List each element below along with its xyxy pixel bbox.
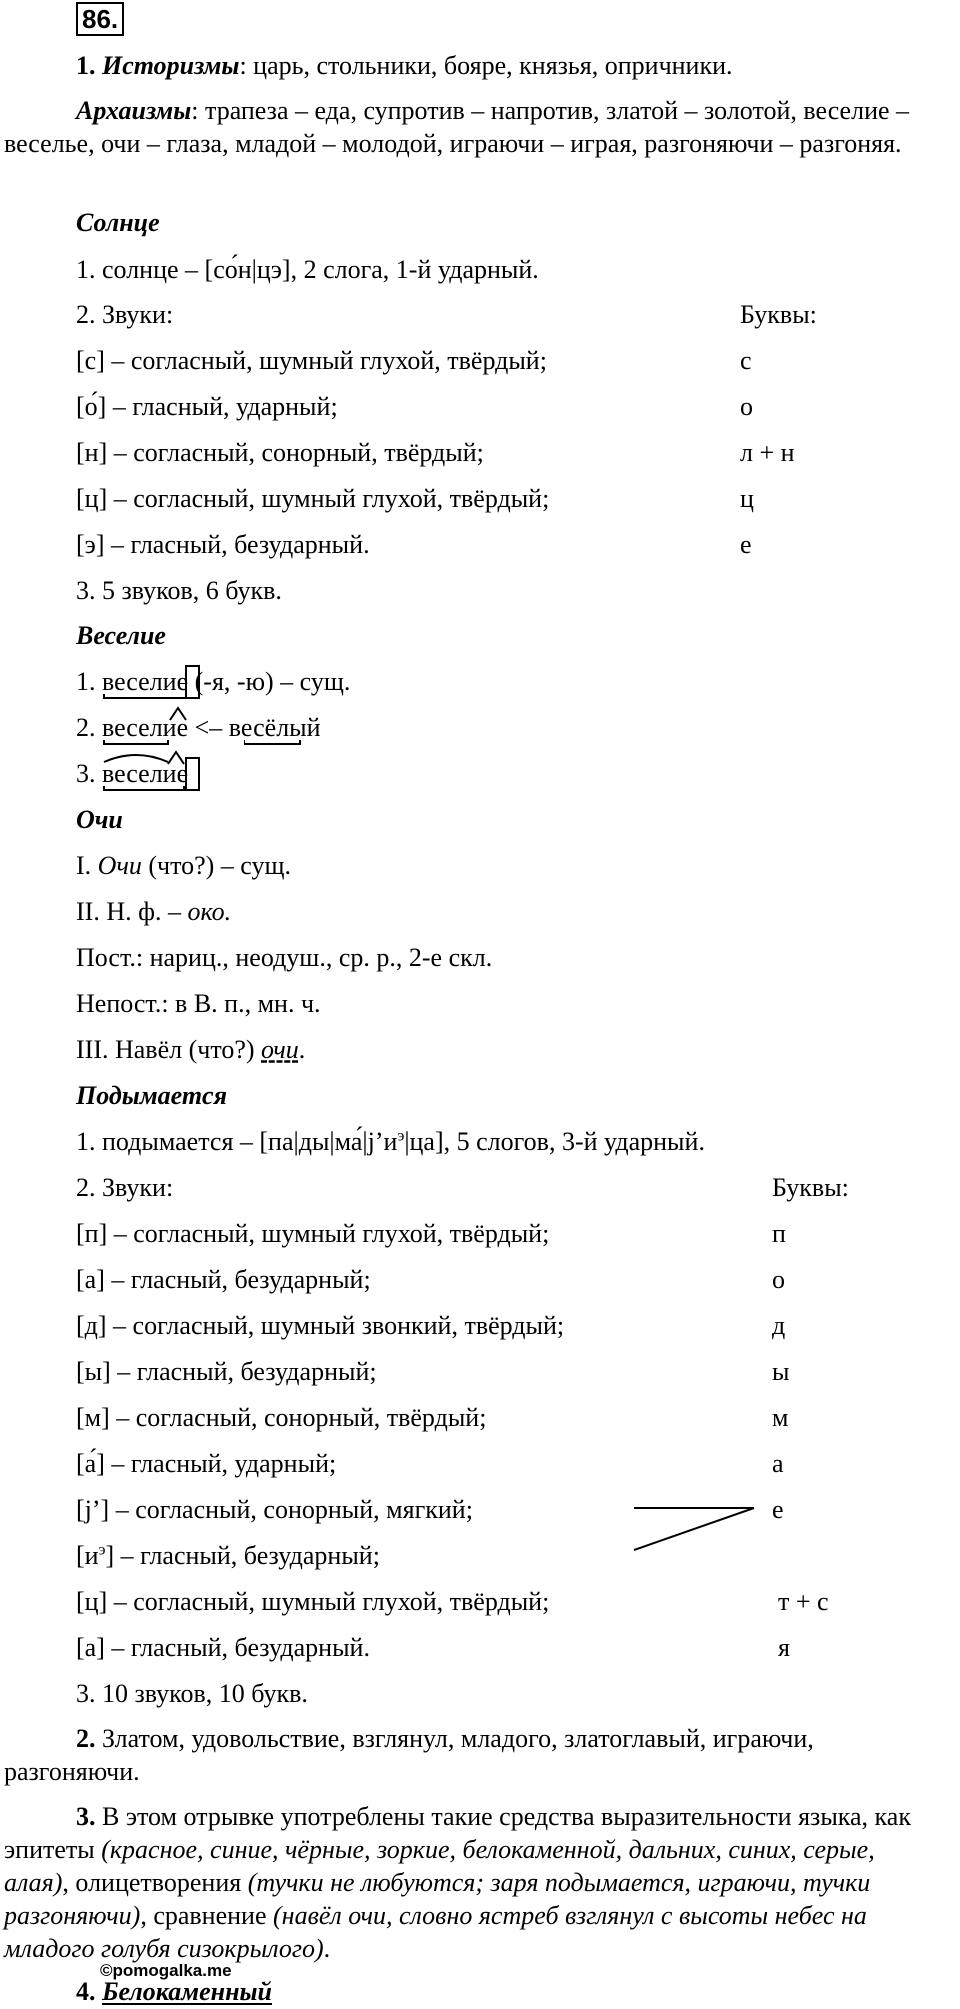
section-4-heading: 4. Белокаменный [76, 1977, 273, 2006]
podymaetsya-letter-cell: м [772, 1403, 789, 1432]
sound-letter-connector [632, 1500, 762, 1560]
ochi-title: Очи [76, 805, 123, 834]
morpheme-ending-mark [102, 664, 212, 700]
podymaetsya-letter-cell: ы [772, 1357, 790, 1386]
veselie-line3: 3. веселие [76, 756, 188, 791]
morpheme-suffix-mark [102, 700, 212, 746]
solntse-letter-cell: л + н [740, 438, 795, 467]
root-underline-mark [244, 710, 334, 746]
solntse-letter-cell: ц [740, 484, 754, 513]
podymaetsya-line1: 1. подымается – $[па|ды|ма́|j’и^э|ца]$, 5 слогов, 3-й ударный. [76, 1127, 705, 1156]
solntse-summary: 3. 5 звуков, 6 букв. [76, 576, 282, 605]
solntse-sounds-label: 2. Звуки: [76, 300, 174, 329]
solntse-letter-cell: е [740, 530, 752, 559]
podymaetsya-letter-cell: а [772, 1449, 784, 1478]
podymaetsya-sound-row: $[и^э]$ – гласный, безударный; [76, 1541, 380, 1570]
podymaetsya-letter-cell: т + с [778, 1587, 829, 1616]
morpheme-full-mark [102, 744, 212, 792]
podymaetsya-summary: 3. 10 звуков, 10 букв. [76, 1679, 308, 1708]
veselie-word-ending: веселие [102, 664, 188, 699]
podymaetsya-sound-row: [ы] – гласный, безударный; [76, 1357, 377, 1386]
solntse-title: Солнце [76, 208, 160, 237]
podymaetsya-sound-row: [п] – согласный, шумный глухой, твёрдый; [76, 1219, 550, 1248]
solntse-sound-row: [н] – согласный, сонорный, твёрдый; [76, 438, 484, 467]
podymaetsya-letter-cell: д [772, 1311, 786, 1340]
podymaetsya-letters-label: Буквы: [772, 1173, 849, 1202]
ochi-line2: II. Н. ф. – око. [76, 897, 232, 926]
veselie-line2: 2. веселие <– весёлый [76, 710, 321, 745]
historisms-line: 1. Историзмы: царь, стольники, бояре, князья, опричники. [76, 51, 733, 80]
solntse-letter-cell: с [740, 346, 752, 375]
ochi-line1: I. Очи (что?) – сущ. [76, 851, 292, 880]
podymaetsya-sounds-label: 2. Звуки: [76, 1173, 174, 1202]
ochi-line4: Непост.: в В. п., мн. ч. [76, 989, 321, 1018]
podymaetsya-letter-cell: е [772, 1495, 784, 1524]
section-3-paragraph: 3. В этом отрывке употреблены такие средства выразительности языка, как эпитеты (красное, синие, чёрные, зоркие, белокаменной, дальних, синих, серые, алая), олицетворения (тучки не любуются; заря подымается, играючи, тучки разгоняючи), сравнение (навёл очи, словно ястреб взглянул с высоты небес на младого голубя сизокрылого). [4, 1802, 911, 1963]
archaisms-paragraph: Архаизмы: трапеза – еда, супротив – напротив, златой – золотой, веселие – веселье, очи – глаза, младой – молодой, играючи – играя, разгоняючи – разгоняя. [4, 96, 910, 158]
solntse-letter-cell: о [740, 392, 753, 421]
ochi-line5: III. Навёл (что?) очи. [76, 1035, 306, 1064]
solntse-letters-label: Буквы: [740, 300, 817, 329]
solntse-sound-row: [с] – согласный, шумный глухой, твёрдый; [76, 346, 547, 375]
solntse-line1: 1. солнце – [со́н|цэ], 2 слога, 1-й ударный. [76, 255, 539, 284]
veselie-title: Веселие [76, 621, 166, 650]
podymaetsya-letter-cell: я [778, 1633, 790, 1662]
veselie-word-full: веселие [102, 756, 188, 791]
podymaetsya-sound-row: [ц] – согласный, шумный глухой, твёрдый; [76, 1587, 550, 1616]
solntse-sound-row: [э] – гласный, безударный. [76, 530, 370, 559]
podymaetsya-sound-row: [д] – согласный, шумный звонкий, твёрдый; [76, 1311, 565, 1340]
section-2-paragraph: 2. Златом, удовольствие, взглянул, младого, златоглавый, играючи, разгоняючи. [4, 1724, 814, 1786]
podymaetsya-title: Подымается [76, 1081, 227, 1110]
solntse-sound-row: [ц] – согласный, шумный глухой, твёрдый; [76, 484, 550, 513]
podymaetsya-sound-row: [а́] – гласный, ударный; [76, 1449, 337, 1478]
podymaetsya-letter-cell: о [772, 1265, 785, 1294]
veselie-word-suffix: веселие [102, 710, 188, 745]
podymaetsya-sound-row: [а] – гласный, безударный; [76, 1265, 371, 1294]
veselie-line1: 1. веселие (-я, -ю) – сущ. [76, 664, 350, 699]
podymaetsya-sound-row: [а] – гласный, безударный. [76, 1633, 370, 1662]
site-watermark: ©pomogalka.me [100, 1961, 232, 1980]
task-number: 86. [76, 2, 124, 37]
podymaetsya-sound-row: [м] – согласный, сонорный, твёрдый; [76, 1403, 487, 1432]
podymaetsya-sound-row: [j’] – согласный, сонорный, мягкий; [76, 1495, 473, 1524]
solntse-sound-row: [о́] – гласный, ударный; [76, 392, 338, 421]
podymaetsya-letter-cell: п [772, 1219, 786, 1248]
ochi-line3: Пост.: нариц., неодуш., ср. р., 2-е скл. [76, 943, 493, 972]
